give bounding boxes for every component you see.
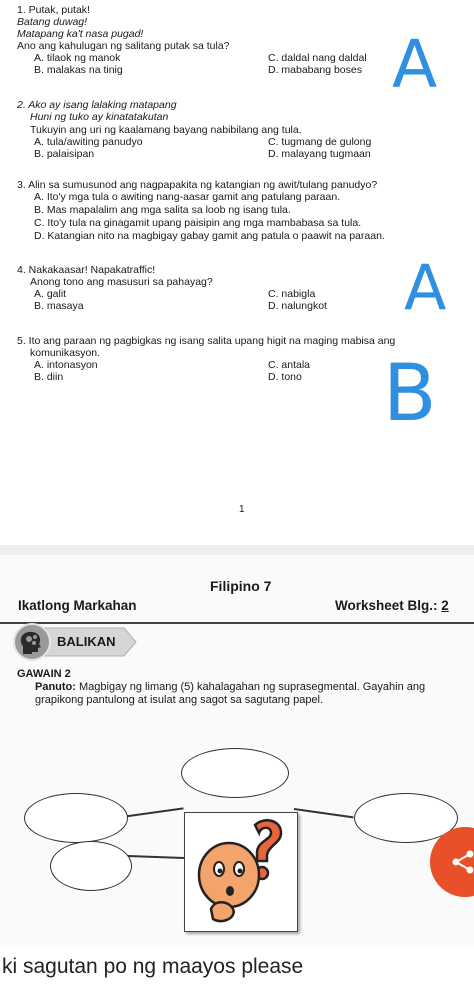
quarter-label: Ikatlong Markahan (18, 598, 137, 613)
q2-question: Tukuyin ang uri ng kaalamang bayang nabibilang ang tula. (30, 124, 302, 136)
q5-choice-a: A. intonasyon (34, 359, 98, 371)
q1-line-1: 1. Putak, putak! (17, 4, 90, 16)
connector-left (122, 807, 184, 817)
q5-question: 5. Ito ang paraan ng pagbigkas ng isang salita upang higit na maging mabisa ang (17, 335, 396, 347)
head-gears-icon (17, 628, 47, 656)
q1-choice-a: A. tilaok ng manok (34, 52, 121, 64)
q4-choice-b: B. masaya (34, 300, 84, 312)
center-image-box (184, 812, 298, 932)
q5-choice-c: C. antala (268, 359, 311, 371)
q2-choice-b: B. palaisipan (34, 148, 95, 160)
q4-choice-a: A. galit (34, 288, 67, 300)
answer-bubble-left (24, 793, 128, 843)
q5-choice-d: D. tono (268, 371, 302, 383)
connector-right (294, 808, 354, 818)
gawain-title: GAWAIN 2 (17, 668, 71, 680)
question-person-icon (185, 813, 297, 931)
worksheet-number-label (335, 598, 449, 613)
worksheet-page-2 (0, 555, 474, 945)
panuto-line-2: grapikong pantulong at isulat ang sagot sa sagutang papel. (35, 694, 324, 706)
q1-choice-c: C. daldal nang daldal (268, 52, 367, 64)
q5-choice-b: B. diin (34, 371, 64, 383)
q1-question: Ano ang kahulugan ng salitang putak sa tula? (17, 40, 230, 52)
connector-bottom-left (128, 855, 184, 858)
subject-title: Filipino 7 (210, 578, 272, 594)
q2-choice-d: D. malayang tugmaan (268, 148, 371, 160)
q3-choice-c: C. Ito'y tula na ginagamit upang paisipin ang mga mambabasa sa tula. (34, 217, 362, 229)
q5-question-continued: komunikasyon. (30, 347, 101, 359)
panuto-line-1 (35, 681, 425, 693)
q2-choice-c: C. tugmang de gulong (268, 136, 372, 148)
q5-handwritten-answer: B (383, 349, 437, 439)
q3-choice-d: D. Katangian nito na magbigay gabay gamit ang patula o paawit na paraan. (34, 230, 385, 242)
balikan-badge (12, 622, 138, 662)
q4-handwritten-answer: A (404, 251, 447, 324)
q4-line-1: 4. Nakakaasar! Napakatraffic! (17, 264, 156, 276)
q3-question: 3. Alin sa sumusunod ang nagpapakita ng katangian ng awit/tulang panudyo? (17, 179, 378, 191)
q1-line-3: Matapang ka't nasa pugad! (17, 28, 144, 40)
page-number: 1 (239, 504, 245, 515)
caption-bar (0, 945, 474, 991)
answer-bubble-top (181, 748, 289, 798)
q1-line-2: Batang duwag! (17, 16, 88, 28)
q3-choice-a: A. Ito'y mga tula o awiting nang-aasar gamit ang patulang paraan. (34, 191, 341, 203)
q3-choice-b: B. Mas mapalalim ang mga salita sa loob ng isang tula. (34, 204, 291, 216)
q1-choice-b: B. malakas na tinig (34, 64, 123, 76)
panuto-label: Panuto: (35, 681, 76, 693)
q2-line-2: Huni ng tuko ay kinatatakutan (30, 111, 169, 123)
q2-line-1: 2. Ako ay isang lalaking matapang (17, 99, 177, 111)
q4-choice-c: C. nabigla (268, 288, 316, 300)
worksheet-number: 2 (441, 598, 449, 613)
balikan-label: BALIKAN (57, 634, 116, 649)
caption-text: ki sagutan po ng maayos please (2, 955, 304, 978)
q4-question: Anong tono ang masusuri sa pahayag? (30, 276, 213, 288)
panuto-text: Magbigay ng limang (5) kahalagahan ng suprasegmental. Gayahin ang (79, 681, 426, 693)
q1-handwritten-answer: A (392, 26, 438, 103)
q4-choice-d: D. nalungkot (268, 300, 327, 312)
q1-choice-d: D. mababang boses (268, 64, 362, 76)
share-icon (450, 849, 474, 875)
worksheet-label: Worksheet Blg.: (335, 598, 438, 613)
q2-choice-a: A. tula/awiting panudyo (34, 136, 143, 148)
answer-bubble-bottom-left (50, 841, 132, 891)
